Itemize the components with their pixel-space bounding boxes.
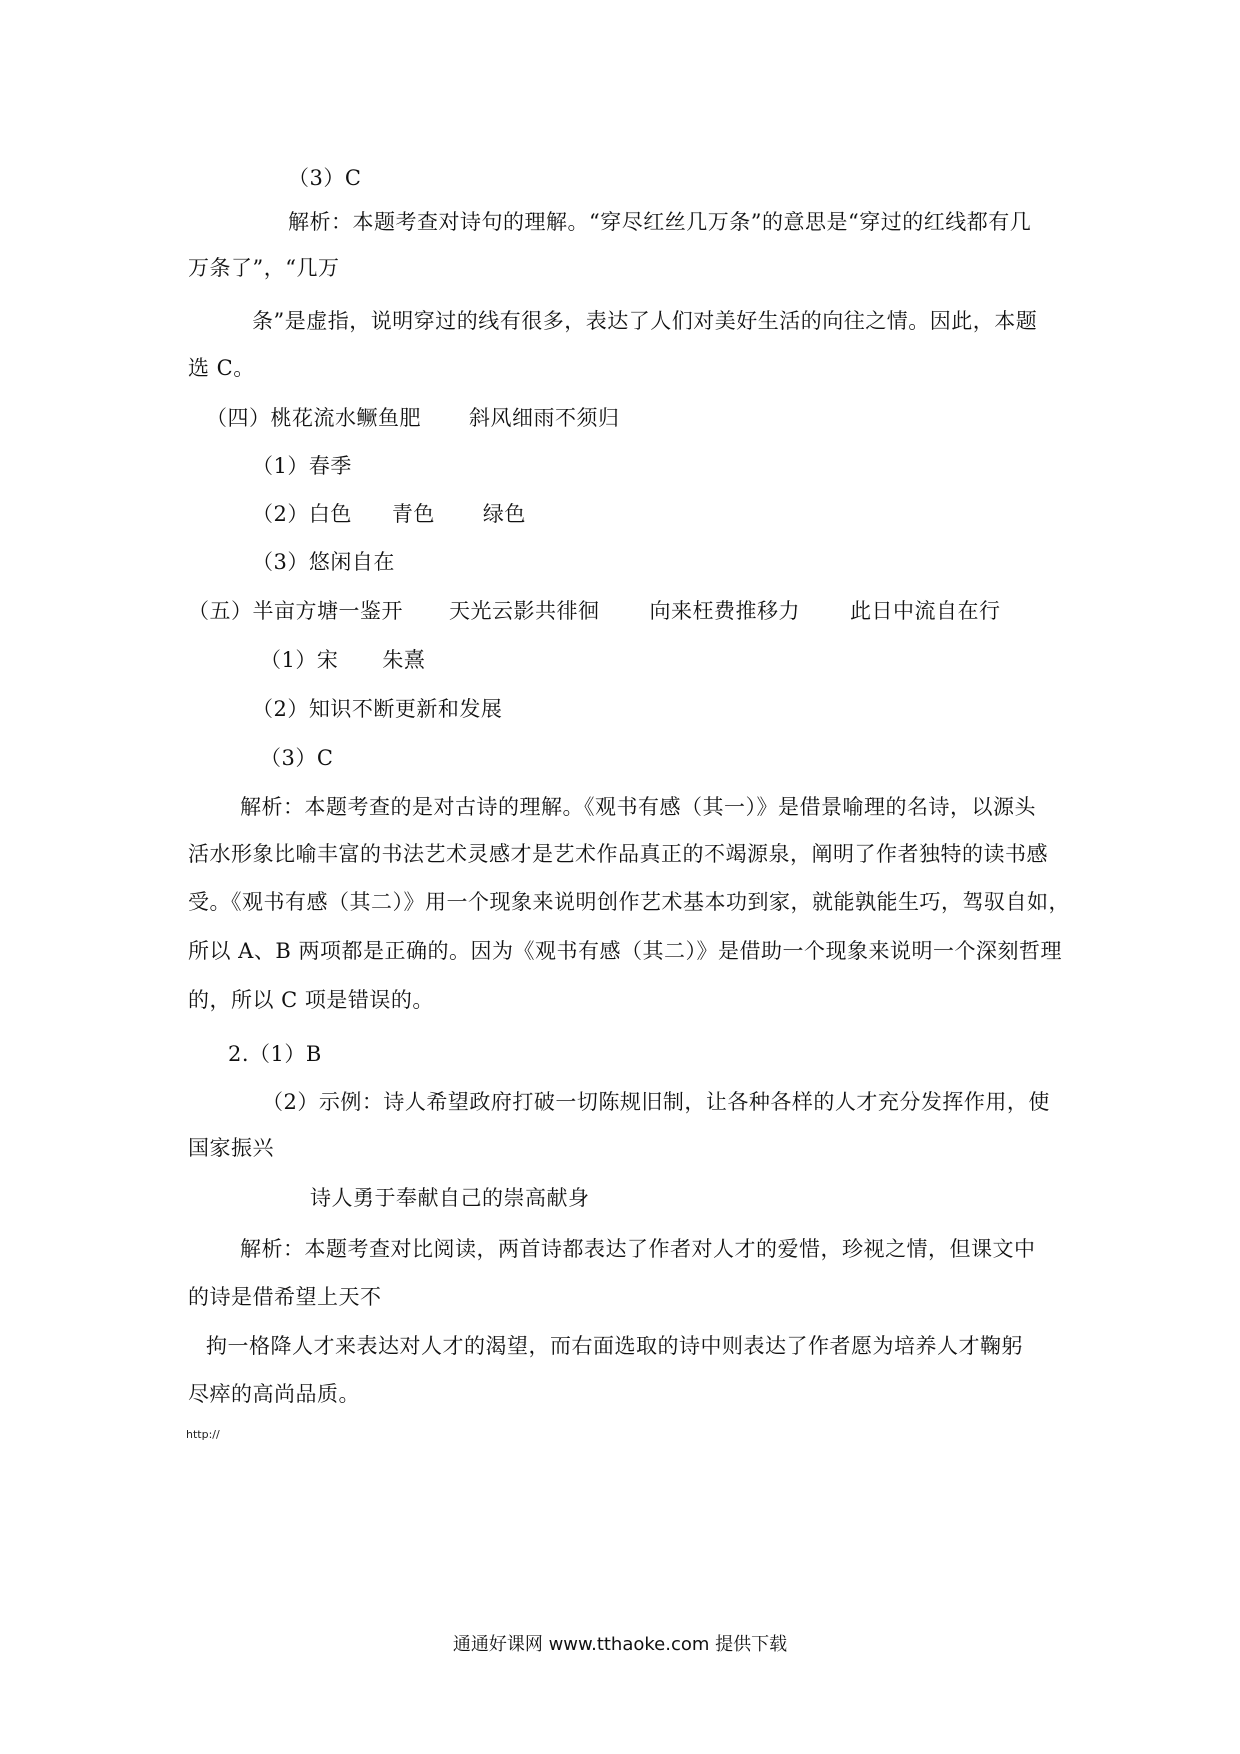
footer-download-note: 通通好课网 www.tthaoke.com 提供下载 [452, 1634, 788, 1655]
analysis-paragraph-2-line-3: 受。《观书有感（其二）》用一个现象来说明创作艺术基本功到家，就能孰能生巧，驾驭自如， [188, 890, 1070, 914]
analysis-paragraph-3-line-2: 的诗是借希望上天不 [188, 1285, 382, 1309]
analysis-paragraph-1-line-2: 万条了”，“几万 [188, 256, 340, 280]
answer-1-author: 朱熹 [382, 648, 426, 672]
answer-1-dynasty: （1）宋 [260, 648, 339, 672]
question-2-answer-2-line-1: （2）示例：诗人希望政府打破一切陈规旧制，让各种各样的人才充分发挥作用，使 [262, 1090, 1050, 1114]
answer-2-item-1: （2）白色 [252, 502, 352, 526]
analysis-paragraph-2-line-1: 解析：本题考查的是对古诗的理解。《观书有感（其一）》是借景喻理的名诗，以源头 [240, 795, 1036, 819]
section-four-verse-2: 斜风细雨不须归 [469, 406, 620, 430]
analysis-paragraph-1-line-1: 解析：本题考查对诗句的理解。“穿尽红丝几万条”的意思是“穿过的红线都有几 [288, 210, 1032, 234]
section-five-heading [188, 597, 1001, 625]
analysis-paragraph-1-line-3: 条”是虚指，说明穿过的线有很多，表达了人们对美好生活的向往之情。因此，本题 [252, 309, 1038, 333]
small-url-text: http:// [186, 1428, 220, 1441]
question-2-answer-2-line-3: 诗人勇于奉献自己的崇高献身 [310, 1186, 590, 1210]
analysis-paragraph-2-line-4: 所以 A、B 两项都是正确的。因为《观书有感（其二）》是借助一个现象来说明一个深刻哲理 [188, 939, 1062, 963]
analysis-paragraph-1-line-4: 选 C。 [188, 356, 255, 380]
answer-2-item-2: 青色 [391, 502, 435, 526]
section-four-verse-1: （四）桃花流水鳜鱼肥 [206, 406, 421, 430]
answer-2-item-3: 绿色 [482, 502, 526, 526]
section-four-heading [206, 404, 620, 432]
section-five-verse-2: 天光云影共徘徊 [449, 599, 600, 623]
answer-3-c: （3）C [288, 166, 362, 190]
analysis-paragraph-3-line-4: 尽瘁的高尚品质。 [188, 1382, 360, 1406]
section-five-verse-4: 此日中流自在行 [850, 599, 1001, 623]
analysis-paragraph-2-line-2: 活水形象比喻丰富的书法艺术灵感才是艺术作品真正的不竭源泉，阐明了作者独特的读书感 [188, 842, 1048, 866]
section-five-verse-3: 向来枉费推移力 [649, 599, 800, 623]
section-five-verse-1: （五）半亩方塘一鉴开 [188, 599, 403, 623]
section-four-answer-2 [252, 500, 526, 528]
question-2-answer-1: 2.（1）B [228, 1042, 322, 1066]
question-2-answer-2-line-2: 国家振兴 [188, 1136, 274, 1160]
section-five-answer-1 [260, 646, 425, 674]
section-four-answer-3: （3）悠闲自在 [252, 550, 395, 574]
section-five-answer-2: （2）知识不断更新和发展 [252, 697, 503, 721]
analysis-paragraph-2-line-5: 的，所以 C 项是错误的。 [188, 988, 434, 1012]
section-four-answer-1: （1）春季 [252, 454, 352, 478]
section-five-answer-3: （3）C [260, 746, 334, 770]
analysis-paragraph-3-line-3: 拘一格降人才来表达对人才的渴望，而右面选取的诗中则表达了作者愿为培养人才鞠躬 [206, 1334, 1023, 1358]
analysis-paragraph-3-line-1: 解析：本题考查对比阅读，两首诗都表达了作者对人才的爱惜，珍视之情，但课文中 [240, 1237, 1036, 1261]
